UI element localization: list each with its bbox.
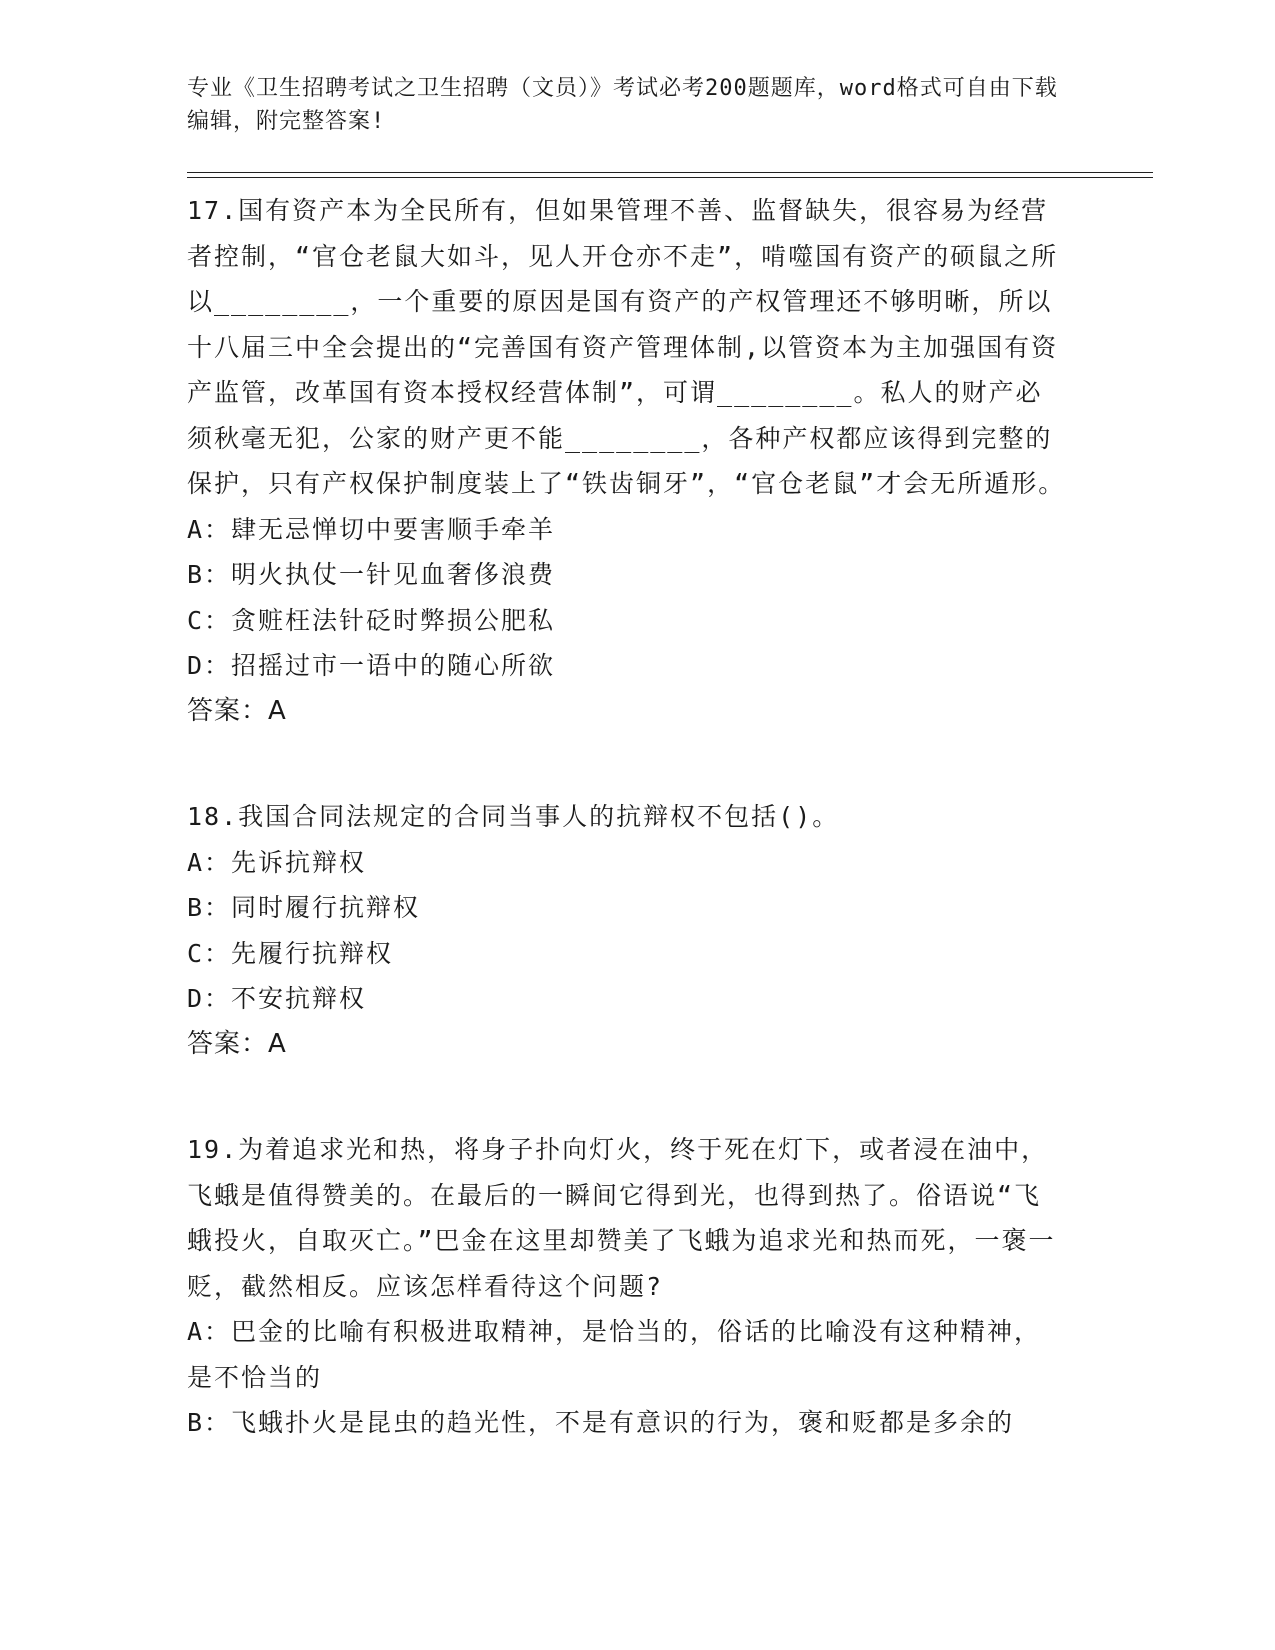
option-a: A：巴金的比喻有积极进取精神，是恰当的，俗话的比喻没有这种精神，是不恰当的: [187, 1317, 1042, 1392]
document-body: [187, 188, 1067, 1446]
question-text: 18.我国合同法规定的合同当事人的抗辩权不包括()。: [187, 802, 840, 831]
question-18: [187, 794, 1067, 1067]
document-header: [187, 72, 1067, 138]
question-text: 19.为着追求光和热，将身子扑向灯火，终于死在灯下，或者浸在油中，飞蛾是值得赞美的。在最后的一瞬间它得到光，也得到热了。俗语说“飞蛾投火，自取灭亡。”巴金在这里却赞美了飞蛾为追求光和热而死，一褒一贬，截然相反。应该怎样看待这个问题?: [187, 1135, 1056, 1301]
header-rule-top: [187, 172, 1153, 173]
option-b: B：明火执仗一针见血奢侈浪费: [187, 560, 556, 589]
option-b: B：同时履行抗辩权: [187, 893, 421, 922]
option-d: D：招摇过市一语中的随心所欲: [187, 651, 556, 680]
answer-line: 答案：A: [187, 695, 287, 726]
question-19: [187, 1127, 1067, 1446]
option-c: C：先履行抗辩权: [187, 938, 394, 968]
header-title: 专业《卫生招聘考试之卫生招聘（文员）》考试必考200题题库，word格式可自由下载编辑，附完整答案!: [187, 76, 1058, 134]
option-c: C：贪赃枉法针砭时弊损公肥私: [187, 605, 556, 635]
question-text: 17.国有资产本为全民所有，但如果管理不善、监督缺失，很容易为经营者控制，“官仓老鼠大如斗，见人开仓亦不走”，啃噬国有资产的硕鼠之所以________，一个重要的原因是国有资产的产权管理还不够明晰，所以十八届三中全会提出的“完善国有资产管理体制,以管资本为主加强国有资产监管，改革国有资本授权经营体制”，可谓________。私人的财产必须秋毫无犯，公家的财产更不能________，各种产权都应该得到完整的保护，只有产权保护制度装上了“铁齿铜牙”，“官仓老鼠”才会无所遁形。: [187, 196, 1066, 498]
option-a: A：肆无忌惮切中要害顺手牵羊: [187, 514, 556, 544]
question-17: [187, 188, 1067, 734]
option-d: D：不安抗辩权: [187, 984, 367, 1013]
question-spacer: [187, 734, 1067, 794]
answer-line: 答案：A: [187, 1028, 287, 1059]
question-spacer: [187, 1067, 1067, 1127]
option-b: B：飞蛾扑火是昆虫的趋光性，不是有意识的行为，褒和贬都是多余的: [187, 1408, 1015, 1437]
option-a: A：先诉抗辩权: [187, 847, 367, 877]
header-rule-bottom: [187, 177, 1153, 178]
